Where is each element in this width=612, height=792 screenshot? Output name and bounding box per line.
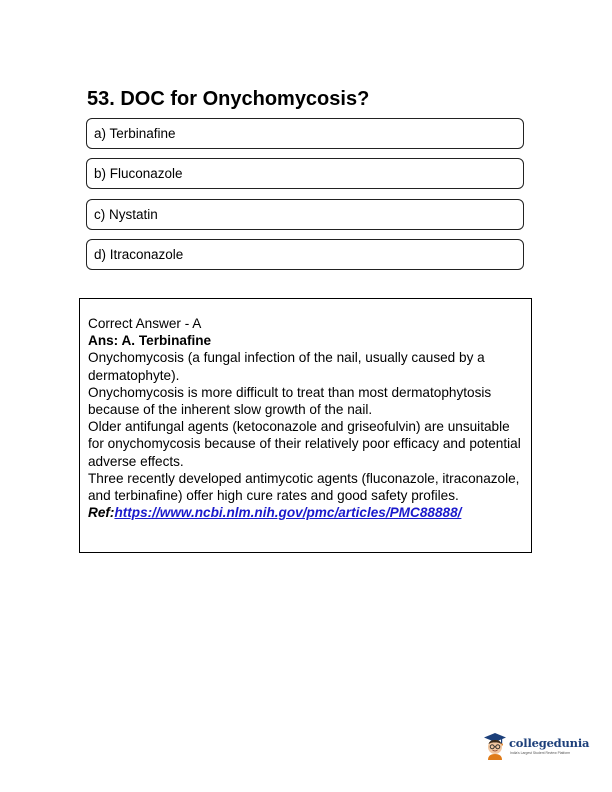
option-d-label: d) Itraconazole xyxy=(94,247,184,262)
option-c[interactable] xyxy=(86,199,524,230)
option-a[interactable] xyxy=(86,118,524,149)
reference-line xyxy=(88,504,523,521)
reference-label: Ref: xyxy=(88,505,115,521)
explanation-paragraph-2: Onychomycosis is more difficult to treat than most dermatophytosis because of the inherent slow growth of the nail. xyxy=(88,384,492,418)
option-b[interactable] xyxy=(86,158,524,189)
correct-answer-line: Correct Answer - A xyxy=(88,316,202,331)
reference-link[interactable]: https://www.ncbi.nlm.nih.gov/pmc/articles/PMC88888/ xyxy=(114,505,462,521)
logo-wordmark: collegedunia xyxy=(509,736,590,750)
explanation-paragraph-4: Three recently developed antimycotic agents (fluconazole, itraconazole, and terbinafine) offer high cure rates and good safety profiles. xyxy=(88,470,520,504)
option-b-label: b) Fluconazole xyxy=(94,166,183,181)
option-d[interactable] xyxy=(86,239,524,270)
logo-tagline: India's Largest Student Review Platform xyxy=(510,751,571,755)
question-title: 53. DOC for Onychomycosis? xyxy=(87,88,370,110)
option-c-label: c) Nystatin xyxy=(94,207,158,222)
answer-line: Ans: A. Terbinafine xyxy=(88,333,212,349)
option-a-label: a) Terbinafine xyxy=(94,126,176,141)
answer-explanation-box xyxy=(79,298,532,553)
explanation-paragraph-1: Onychomycosis (a fungal infection of the nail, usually caused by a dermatophyte). xyxy=(88,350,485,383)
explanation-paragraph-3: Older antifungal agents (ketoconazole and griseofulvin) are unsuitable for onychomycosis because of their relatively poor efficacy and potential adverse effects. xyxy=(88,419,521,469)
student-mascot-icon xyxy=(482,730,508,760)
collegedunia-logo xyxy=(482,730,590,760)
